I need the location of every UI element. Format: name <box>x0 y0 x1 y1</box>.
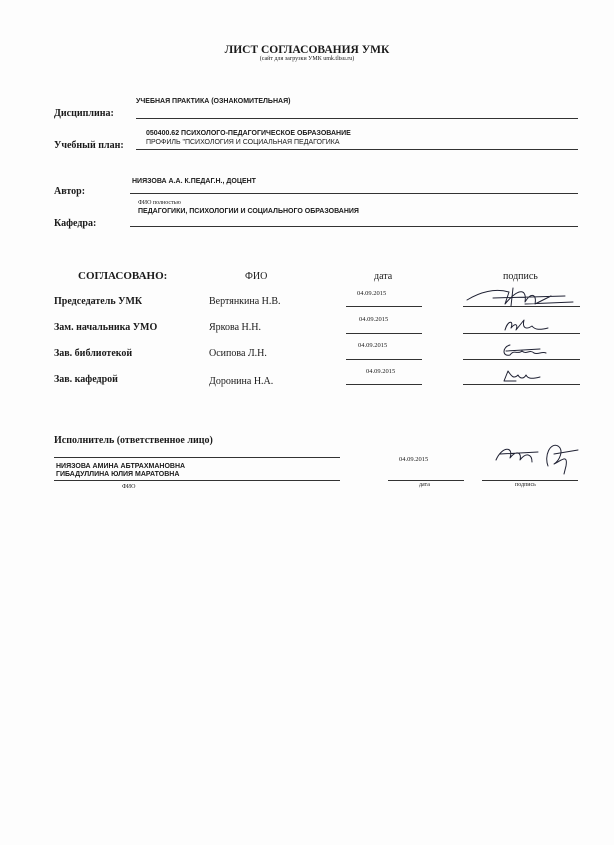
executor-sign-line <box>482 480 578 481</box>
author-hint: ФИО полностью <box>138 200 181 206</box>
executor-date: 04.09.2015 <box>399 456 429 463</box>
dept-value: ПЕДАГОГИКИ, ПСИХОЛОГИИ И СОЦИАЛЬНОГО ОБРАЗОВАНИЯ <box>138 208 359 215</box>
discipline-line <box>136 118 578 119</box>
approval-date: 04.09.2015 <box>366 368 396 375</box>
plan-value-2: ПРОФИЛЬ "ПСИХОЛОГИЯ И СОЦИАЛЬНАЯ ПЕДАГОГИКА <box>146 139 340 146</box>
page-subtitle: (сайт для загрузки УМК umk.tltsu.ru) <box>259 56 355 62</box>
approval-date: 04.09.2015 <box>358 342 388 349</box>
date-line <box>346 359 422 360</box>
author-label: Автор: <box>54 186 86 197</box>
date-line <box>346 306 422 307</box>
signature-umo <box>502 316 552 334</box>
signature-chairman <box>465 282 575 308</box>
approval-role: Зам. начальника УМО <box>54 322 158 333</box>
dept-label: Кафедра: <box>54 218 97 229</box>
executor-cap-fio: ФИО <box>122 484 136 490</box>
plan-label: Учебный план: <box>54 140 124 151</box>
approval-date: 04.09.2015 <box>359 316 389 323</box>
executor-name-line <box>54 480 340 481</box>
dept-line <box>130 226 578 227</box>
discipline-label: Дисциплина: <box>54 108 114 119</box>
approval-date: 04.09.2015 <box>357 290 387 297</box>
author-line <box>130 193 578 194</box>
col-date-header: дата <box>374 271 393 282</box>
executor-date-line <box>388 480 464 481</box>
plan-value-1: 050400.62 ПСИХОЛОГО-ПЕДАГОГИЧЕСКОЕ ОБРАЗОВАНИЕ <box>146 130 351 137</box>
approval-heading: СОГЛАСОВАНО: <box>78 270 168 282</box>
date-line <box>346 333 422 334</box>
approval-role: Зав. кафедрой <box>54 374 118 385</box>
executor-cap-date: дата <box>419 482 430 488</box>
plan-line <box>136 149 578 150</box>
page-title: ЛИСТ СОГЛАСОВАНИЯ УМК <box>224 44 390 56</box>
executor-name-1: НИЯЗОВА АМИНА АБТРАХМАНОВНА <box>56 463 186 470</box>
signature-executor <box>492 438 584 476</box>
executor-top-line <box>54 457 340 458</box>
approval-name: Яркова Н.Н. <box>209 322 261 333</box>
signature-library <box>500 341 550 359</box>
executor-cap-sign: подпись <box>515 482 536 488</box>
author-value: НИЯЗОВА А.А. К.ПЕДАГ.Н., ДОЦЕНТ <box>132 178 256 185</box>
approval-name: Вертянкина Н.В. <box>209 296 281 307</box>
date-line <box>346 384 422 385</box>
executor-name-2: ГИБАДУЛЛИНА ЮЛИЯ МАРАТОВНА <box>56 471 180 478</box>
col-sign-header: подпись <box>503 271 538 282</box>
approval-name: Доронина Н.А. <box>209 376 274 387</box>
sign-line <box>463 359 580 360</box>
approval-name: Осипова Л.Н. <box>209 348 267 359</box>
approval-role: Зав. библиотекой <box>54 348 133 359</box>
discipline-value: УЧЕБНАЯ ПРАКТИКА (ОЗНАКОМИТЕЛЬНАЯ) <box>136 98 291 105</box>
executor-heading: Исполнитель (ответственное лицо) <box>54 435 213 446</box>
approval-role: Председатель УМК <box>54 296 143 307</box>
col-fio-header: ФИО <box>245 271 268 282</box>
signature-dept-head <box>500 367 544 385</box>
